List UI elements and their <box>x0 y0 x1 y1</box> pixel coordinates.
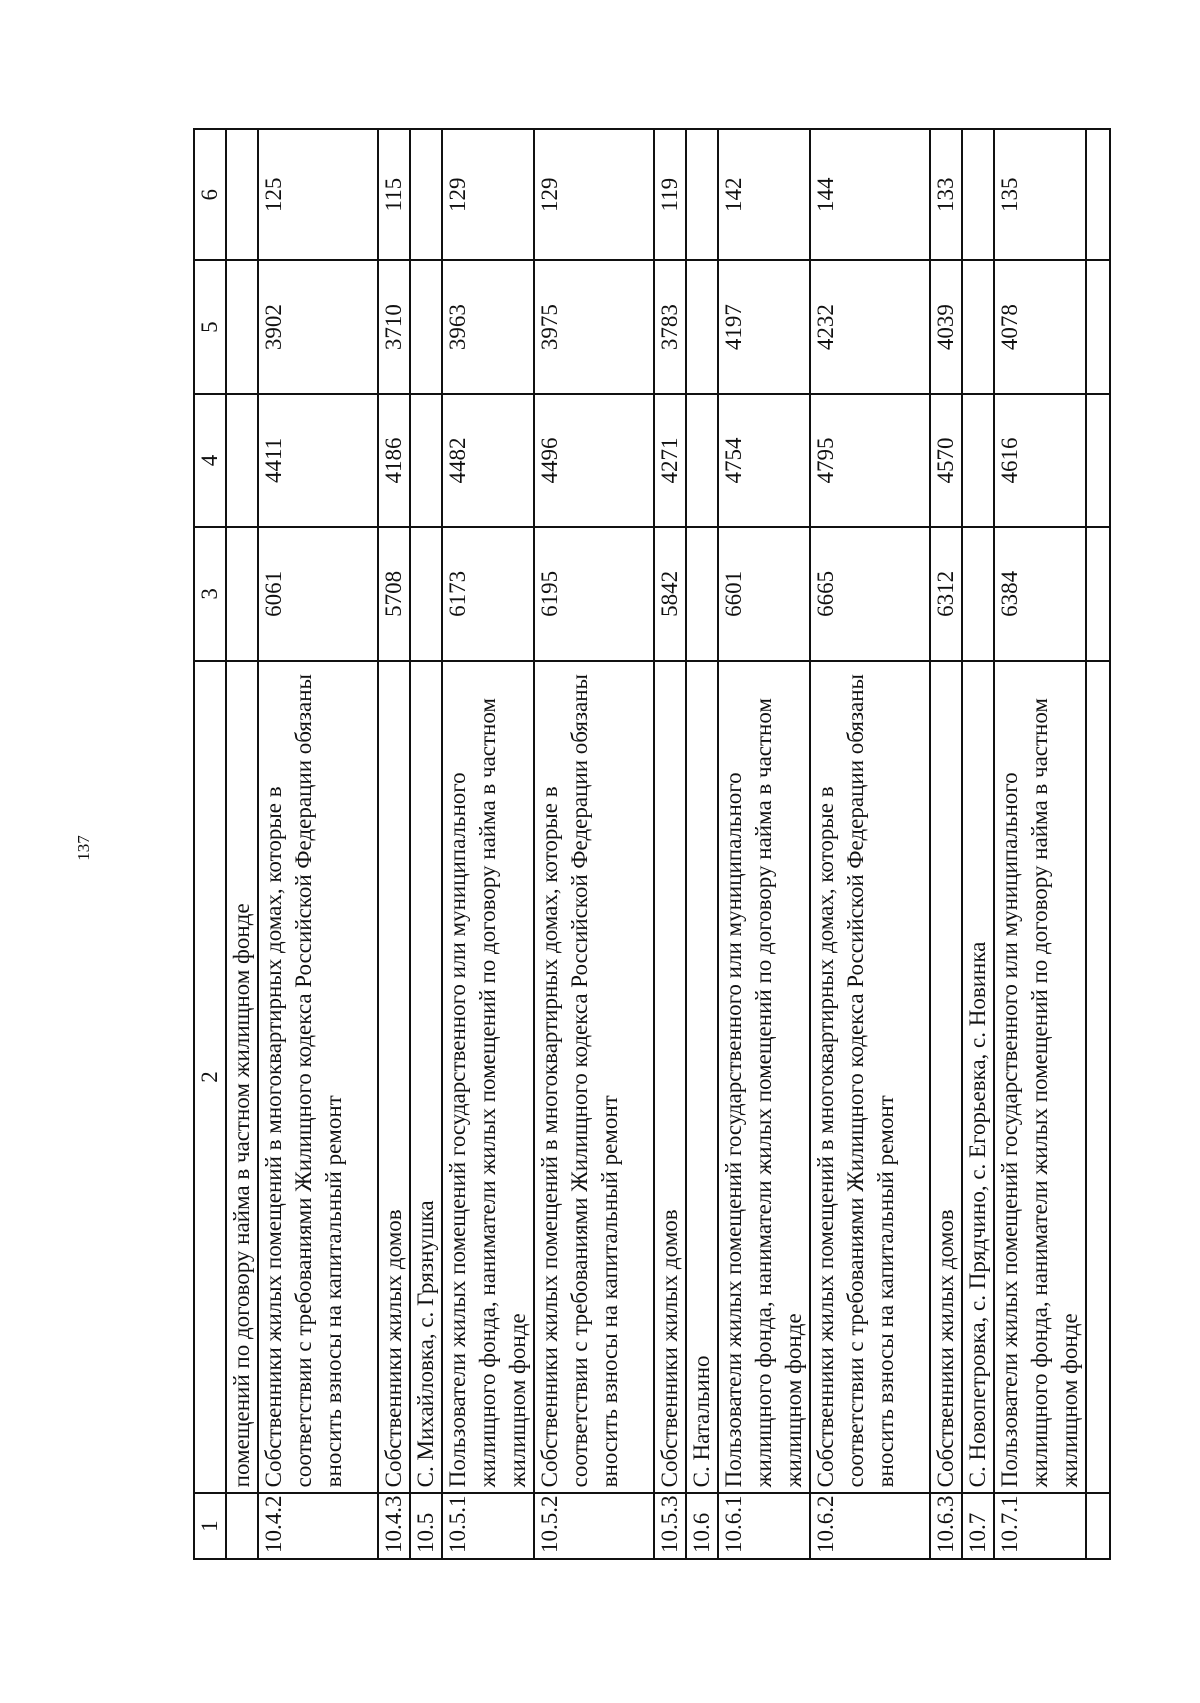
row-description: Собственники жилых домов <box>654 661 686 1494</box>
table-row <box>534 129 654 1559</box>
row-value-col4: 4411 <box>258 394 378 527</box>
row-value-col5: 3963 <box>442 260 534 393</box>
row-value-col4: 4271 <box>654 394 686 527</box>
header-cell: 6 <box>194 129 226 260</box>
row-value-col5: 3902 <box>258 260 378 393</box>
row-value-col5 <box>1086 260 1110 393</box>
row-value-col3: 6601 <box>718 527 810 660</box>
table-row <box>442 129 534 1559</box>
row-value-col5: 4232 <box>810 260 930 393</box>
row-description: Собственники жилых домов <box>930 661 962 1494</box>
row-description: С. Михайловка, с. Грязнушка <box>410 661 442 1494</box>
row-value-col4 <box>410 394 442 527</box>
row-value-col6 <box>686 129 718 260</box>
rotated-table-container <box>193 128 1082 1560</box>
row-value-col4 <box>962 394 994 527</box>
row-value-col3: 6665 <box>810 527 930 660</box>
table-row <box>1086 129 1110 1559</box>
row-code: 10.7 <box>962 1493 994 1559</box>
row-value-col5: 3975 <box>534 260 654 393</box>
row-value-col3: 5842 <box>654 527 686 660</box>
row-value-col4: 4186 <box>378 394 410 527</box>
row-description: Пользователи жилых помещений государственного или муниципального жилищного фонда, наниматели жилых помещений по договору найма в частном жилищном фонде <box>442 661 534 1494</box>
row-value-col3: 6312 <box>930 527 962 660</box>
row-value-col4: 4754 <box>718 394 810 527</box>
row-value-col6: 133 <box>930 129 962 260</box>
table-row <box>686 129 718 1559</box>
row-value-col3: 5708 <box>378 527 410 660</box>
row-value-col5: 3783 <box>654 260 686 393</box>
row-value-col6: 144 <box>810 129 930 260</box>
table-row <box>930 129 962 1559</box>
row-value-col3: 6173 <box>442 527 534 660</box>
row-code <box>226 1493 258 1559</box>
row-description: Пользователи жилых помещений государственного или муниципального жилищного фонда, наниматели жилых помещений по договору найма в частном жилищном фонде <box>718 661 810 1494</box>
row-value-col3 <box>962 527 994 660</box>
row-value-col4 <box>226 394 258 527</box>
table-header-row <box>194 129 226 1559</box>
row-value-col5 <box>226 260 258 393</box>
row-value-col4: 4570 <box>930 394 962 527</box>
table-row <box>410 129 442 1559</box>
row-value-col5: 4197 <box>718 260 810 393</box>
row-value-col4 <box>686 394 718 527</box>
row-value-col6: 125 <box>258 129 378 260</box>
table-row <box>378 129 410 1559</box>
row-value-col6: 129 <box>442 129 534 260</box>
row-value-col5: 3710 <box>378 260 410 393</box>
row-value-col4: 4496 <box>534 394 654 527</box>
row-value-col6 <box>410 129 442 260</box>
row-value-col6 <box>962 129 994 260</box>
row-value-col5 <box>410 260 442 393</box>
row-code: 10.5 <box>410 1493 442 1559</box>
row-code: 10.6.1 <box>718 1493 810 1559</box>
table-row <box>258 129 378 1559</box>
table-row <box>718 129 810 1559</box>
row-value-col4 <box>1086 394 1110 527</box>
row-value-col5: 4078 <box>994 260 1086 393</box>
page-number: 137 <box>74 835 93 861</box>
row-code: 10.4.3 <box>378 1493 410 1559</box>
row-description: С. Новопетровка, с. Прядчино, с. Егорьевка, с. Новинка <box>962 661 994 1494</box>
row-code: 10.6 <box>686 1493 718 1559</box>
row-code: 10.5.2 <box>534 1493 654 1559</box>
row-value-col6 <box>1086 129 1110 260</box>
row-value-col3 <box>410 527 442 660</box>
row-code: 10.4.2 <box>258 1493 378 1559</box>
row-code: 10.6.3 <box>930 1493 962 1559</box>
row-value-col6: 119 <box>654 129 686 260</box>
row-description: помещений по договору найма в частном жилищном фонде <box>226 661 258 1494</box>
row-description: Собственники жилых помещений в многоквартирных домах, которые в соответствии с требованиями Жилищного кодекса Российской Федерации обязаны вносить взносы на капитальный ремонт <box>258 661 378 1494</box>
header-cell: 1 <box>194 1493 226 1559</box>
row-code <box>1086 1493 1110 1559</box>
row-value-col5 <box>962 260 994 393</box>
table-row <box>962 129 994 1559</box>
row-value-col4: 4616 <box>994 394 1086 527</box>
header-cell: 4 <box>194 394 226 527</box>
row-value-col6: 129 <box>534 129 654 260</box>
table-row <box>226 129 258 1559</box>
row-value-col3 <box>686 527 718 660</box>
row-description: Собственники жилых домов <box>378 661 410 1494</box>
row-value-col6: 142 <box>718 129 810 260</box>
table-row <box>810 129 930 1559</box>
row-description: Собственники жилых помещений в многоквартирных домах, которые в соответствии с требованиями Жилищного кодекса Российской Федерации обязаны вносить взносы на капитальный ремонт <box>534 661 654 1494</box>
row-value-col6 <box>226 129 258 260</box>
row-description <box>1086 661 1110 1494</box>
row-code: 10.5.1 <box>442 1493 534 1559</box>
row-value-col3: 6195 <box>534 527 654 660</box>
table-row <box>994 129 1086 1559</box>
row-value-col5 <box>686 260 718 393</box>
row-code: 10.6.2 <box>810 1493 930 1559</box>
row-value-col4: 4482 <box>442 394 534 527</box>
row-value-col3: 6384 <box>994 527 1086 660</box>
header-cell: 5 <box>194 260 226 393</box>
row-value-col5: 4039 <box>930 260 962 393</box>
row-description: Собственники жилых помещений в многоквартирных домах, которые в соответствии с требованиями Жилищного кодекса Российской Федерации обязаны вносить взносы на капитальный ремонт <box>810 661 930 1494</box>
header-cell: 3 <box>194 527 226 660</box>
row-code: 10.5.3 <box>654 1493 686 1559</box>
row-value-col6: 135 <box>994 129 1086 260</box>
row-value-col6: 115 <box>378 129 410 260</box>
row-description: Пользователи жилых помещений государственного или муниципального жилищного фонда, наниматели жилых помещений по договору найма в частном жилищном фонде <box>994 661 1086 1494</box>
row-code: 10.7.1 <box>994 1493 1086 1559</box>
header-cell: 2 <box>194 661 226 1494</box>
row-value-col4: 4795 <box>810 394 930 527</box>
table-row <box>654 129 686 1559</box>
row-value-col3 <box>226 527 258 660</box>
row-description: С. Натальино <box>686 661 718 1494</box>
row-value-col3: 6061 <box>258 527 378 660</box>
tariff-table <box>193 128 1111 1560</box>
row-value-col3 <box>1086 527 1110 660</box>
